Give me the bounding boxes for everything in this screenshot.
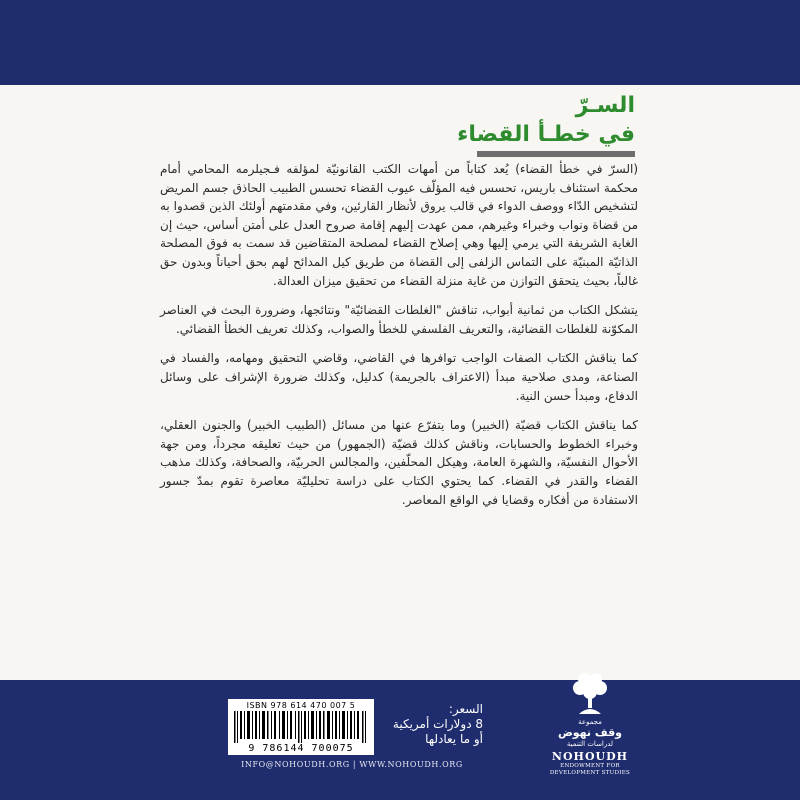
publisher-name-english: NOHOUDH [551, 750, 629, 763]
book-blurb [160, 160, 638, 520]
publisher-subtitle-line-1: ENDOWMENT FOR [560, 763, 620, 769]
price-info [383, 702, 483, 747]
barcode-number: 9 786144 700075 [248, 743, 354, 754]
publisher-subtitle-line-2: DEVELOPMENT STUDIES [549, 770, 631, 776]
price-label: السعر: [448, 702, 483, 716]
contact-info: INFO@NOHOUDH.ORG | WWW.NOHOUDH.ORG [241, 760, 463, 769]
publisher-series: مجموعة [578, 718, 602, 726]
publisher-logo [545, 670, 635, 790]
barcode-bars [234, 711, 368, 743]
publisher-subtitle-arabic: لدراسات التنمية [566, 740, 614, 748]
publisher-subtitle-english [545, 763, 635, 777]
isbn-label: ISBN 978 614 470 007 5 [246, 701, 356, 710]
blurb-paragraph-3: كما يناقش الكتاب الصفات الواجب توافرها في القاضي، وقاضي التحقيق ومهامه، والفساد في الصناعة، ومدى صلاحية مبدأ (الاعتراف بالجريمة) كدليل، وكذلك ضرورة الإشراف على وسائل الدفاع، ومبدأ حسن النية. [160, 351, 638, 403]
book-title [375, 92, 635, 150]
title-line-1: السـرّ [575, 93, 635, 118]
publisher-name-arabic: وقف نهوض [557, 726, 623, 739]
price-value: 8 دولارات أمريكية [392, 717, 483, 731]
tree-icon [567, 670, 613, 718]
blurb-paragraph-4: كما يناقش الكتاب قضيّة (الخبير) وما يتفرّع عنها من مسائل (الطبيب الخبير) والجنون العقلي، وخبراء الخطوط والحسابات، وناقش كذلك قضيّة (الجمهور) من حيث تعليقه مجرداً، ومن جهة الأحوال النفسيّة، والشهرة العامة، وهيكل المحلّفين، والمجالس الحربيّة، والصحافة، وكذلك مذهب القضاء والقدر في القضاء. كما يحتوي الكتاب على دراسة تحليليّة معاصرة تقوم بمدّ جسور الاستفادة من أفكاره وقضايا في الواقع المعاصر. [160, 418, 638, 507]
blurb-paragraph-2: يتشكل الكتاب من ثمانية أبواب، تناقش "الغلطات القضائيّة" ونتائجها، وضرورة البحث في العناصر المكوّنة للغلطات القضائية، والتعريف الفلسفي للخطأ والصواب، وكذلك تعريف الخطأ القضائي. [160, 303, 638, 336]
isbn-barcode [228, 699, 374, 755]
price-alternative: أو ما يعادلها [425, 732, 483, 746]
title-line-2: في خطـأ القضاء [457, 122, 635, 147]
top-color-band [0, 0, 800, 89]
title-underline [477, 151, 635, 157]
blurb-paragraph-1: (السرّ في خطأ القضاء) يُعد كتاباً من أمهات الكتب القانونيّة لمؤلفه فـجيلرمه المحامي أمام محكمة استئناف باريس، تحسس فيه المؤلّف عيوب القضاء تحسس الطبيب الحاذق جسم المريض لتشخيص الدّاء ووصف الدواء في قالب يروق لأنظار القارئين، وفي مقدمتهم أولئك الذين قصدوا به من قضاة ونواب وخبراء وغيرهم، ممن عهدت إليهم إقامة صروح العدل على أمتن أساس، حيث إن الغاية الشريفة التي يرمي إليها وهي إصلاح القضاء لمصلحة المتقاضين قد سمت به فوق المصلحة الذاتيّة المبنيّة على التماس الزلفى إلى القضاة من طريق كيل المدائح لهم بحق أحياناً وبدون حق غالباً، بحيث يتحقق التوازن من غاية منزلة القضاء من تحقيق ميزان العدالة. [160, 162, 638, 288]
